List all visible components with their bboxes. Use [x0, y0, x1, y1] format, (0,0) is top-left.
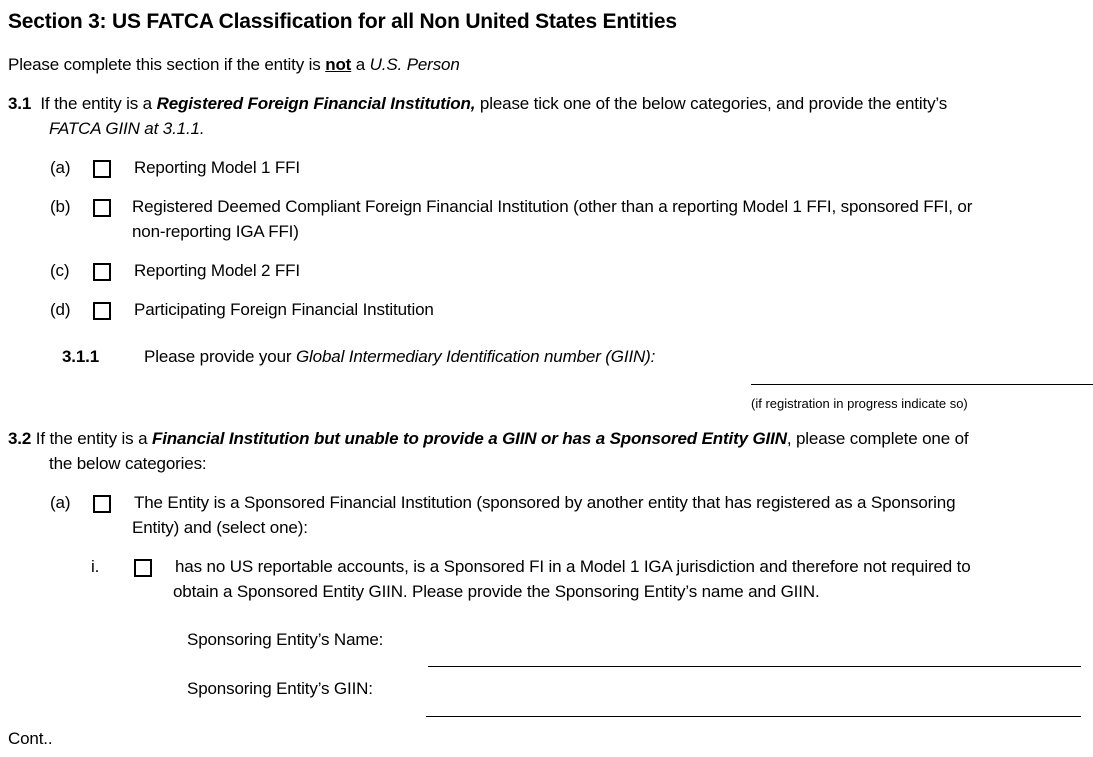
giin-number: 3.1.1 [62, 347, 100, 366]
intro-middle: a [351, 55, 370, 74]
question-text: If the entity is a [31, 429, 152, 448]
option-marker: (c) [50, 261, 70, 280]
question-text-bold: Financial Institution but unable to provide a GIIN or has a Sponsored Entity GIIN [151, 429, 787, 448]
giin-hint: (if registration in progress indicate so) [751, 396, 968, 411]
section-title: Section 3: US FATCA Classification for all Non United States Entities [8, 10, 677, 33]
question-3-1-line2: FATCA GIIN at 3.1.1. [49, 119, 205, 138]
intro-emphasis: not [325, 55, 352, 74]
sub-option-label: has no US reportable accounts, is a Sponsored FI in a Model 1 IGA jurisdiction and therefore not required to [175, 557, 971, 576]
sponsor-name-input-line[interactable] [428, 666, 1081, 667]
option-marker: (a) [50, 493, 71, 512]
checkbox-no-us-reportable-accounts[interactable] [134, 559, 152, 577]
question-3-1 [8, 94, 947, 114]
option-label-line2: non-reporting IGA FFI) [132, 222, 299, 241]
question-3-2-line2: the below categories: [49, 454, 207, 473]
sub-option-marker: i. [91, 557, 100, 576]
question-text-after: , please complete one of [786, 429, 969, 448]
giin-prompt-text: Please provide your [144, 347, 296, 366]
giin-input-line[interactable] [751, 384, 1093, 385]
question-3-2 [8, 429, 968, 449]
question-text-bold: Registered Foreign Financial Institution, [156, 94, 476, 113]
continued-note: Cont.. [8, 729, 53, 748]
question-text: If the entity is a [40, 94, 157, 113]
question-text-after: please tick one of the below categories, and provide the entity’s [475, 94, 948, 113]
option-label: The Entity is a Sponsored Financial Institution (sponsored by another entity that has registered as a Sponsoring [134, 493, 956, 512]
option-label: Reporting Model 1 FFI [134, 158, 300, 177]
checkbox-reporting-model-1-ffi[interactable] [93, 160, 111, 178]
option-label: Reporting Model 2 FFI [134, 261, 300, 280]
intro-text: Please complete this section if the entity is [8, 55, 326, 74]
sponsor-giin-label: Sponsoring Entity’s GIIN: [187, 679, 373, 698]
option-label-line2: Entity) and (select one): [132, 518, 308, 537]
option-label: Registered Deemed Compliant Foreign Financial Institution (other than a reporting Model 1 FFI, sponsored FFI, or [132, 197, 973, 216]
option-marker: (b) [50, 197, 71, 216]
checkbox-participating-ffi[interactable] [93, 302, 111, 320]
section-intro [8, 55, 460, 75]
giin-prompt-italic: Global Intermediary Identification number (GIIN): [295, 347, 656, 366]
option-marker: (a) [50, 158, 71, 177]
option-marker: (d) [50, 300, 71, 319]
option-label: Participating Foreign Financial Institution [134, 300, 434, 319]
checkbox-sponsored-fi[interactable] [93, 495, 111, 513]
checkbox-reporting-model-2-ffi[interactable] [93, 263, 111, 281]
sponsor-name-label: Sponsoring Entity’s Name: [187, 630, 384, 649]
sub-option-label-line2: obtain a Sponsored Entity GIIN. Please provide the Sponsoring Entity’s name and GIIN. [173, 582, 820, 601]
question-number: 3.1 [8, 94, 32, 113]
checkbox-registered-deemed-compliant[interactable] [93, 199, 111, 217]
question-number: 3.2 [8, 429, 32, 448]
sponsor-giin-input-line[interactable] [426, 716, 1081, 717]
giin-prompt [144, 347, 655, 367]
intro-italic: U.S. Person [369, 55, 460, 74]
